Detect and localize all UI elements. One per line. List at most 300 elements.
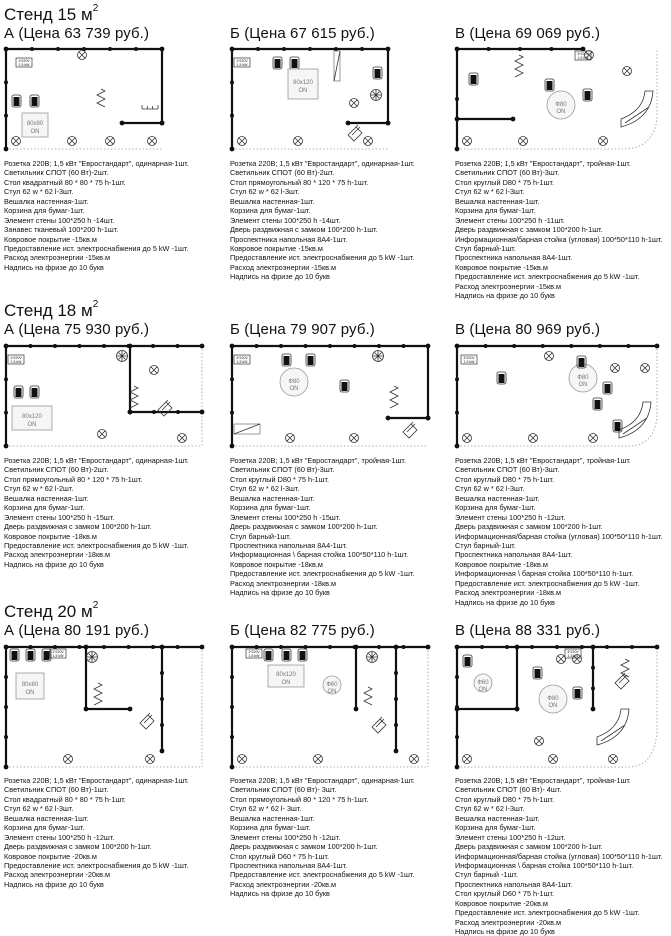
table-size-label: Ф80 (555, 102, 567, 108)
table-size-label: Ф80 (577, 375, 589, 381)
equipment-line: Стол круглый D80 * 75 h-1шт. (230, 474, 330, 484)
wall-node (4, 735, 8, 739)
spotlight-icon (151, 367, 157, 373)
chair-icon (308, 356, 314, 365)
section-heading-18: Стенд 18 $м^2$ (4, 299, 99, 320)
stand-title: Б (Цена 82 775 руб.) (230, 622, 375, 639)
wall-node (102, 344, 106, 348)
floor-plan (2, 643, 224, 773)
wall-node (160, 697, 164, 701)
curtain-icon (94, 683, 102, 705)
wall-node (230, 705, 234, 709)
equipment-line: Стол прямоугольный 80 * 120 * 75 h-1шт. (230, 177, 369, 187)
wall-node (256, 47, 260, 51)
wall-node (328, 344, 332, 348)
socket-label: 1*220V (10, 356, 22, 360)
equipment-line: Стол прямоугольный 80 * 120 * 75 h-1шт. (230, 794, 369, 804)
chair-icon (342, 382, 348, 391)
socket-label: 3*220V (567, 650, 579, 654)
equipment-line: Информационная/барная стойка (угловая) 100*50*110 h-1шт. (455, 851, 663, 861)
equipment-line: Надпись на фризе до 10 букв (230, 272, 330, 282)
spotlight-icon (464, 756, 470, 762)
spotlight-icon (464, 138, 470, 144)
wall-node (279, 645, 283, 649)
equipment-line: Розетка 220В; 1,5 кВт "Евростандарт", тройная-1шт. (455, 776, 631, 785)
equipment-list (455, 456, 662, 607)
spotlight-icon (546, 353, 552, 359)
spotlight-icon (13, 138, 19, 144)
wall-node (591, 666, 595, 670)
wall-node (360, 47, 364, 51)
equipment-line: Стол круглый D80 * 75 h-1шт. (455, 177, 555, 187)
wall-node (386, 121, 391, 126)
equipment-line: Расход электроэнергии -15кв.м (4, 253, 111, 263)
bar-counter-icon (619, 402, 651, 438)
equipment-line: Розетка 220В; 1,5 кВт "Евростандарт", тройная-1шт. (455, 456, 631, 465)
equipment-line: Элемент стены 100*250 h -12шт. (455, 832, 566, 842)
equipment-line: Надпись на фризе до 10 букв (455, 927, 555, 936)
equipment-line: Проспектника напольная 8А4-1шт. (230, 234, 348, 244)
wall-node (255, 344, 259, 348)
socket-label: 1,5 kW (577, 56, 589, 60)
socket-label: 1,5 kW (18, 63, 30, 67)
wall-node (230, 47, 235, 52)
equipment-line: Стул 62 w * 62 l-2шт. (4, 484, 74, 494)
socket-label: 1,5 kW (236, 360, 248, 364)
wall-node (455, 735, 459, 739)
equipment-line: Светильник СПОТ (60 Вт)-3шт. (455, 465, 560, 475)
spotlight-icon (179, 435, 185, 441)
equipment-line: Ковровое покрытие -20кв.м (4, 851, 97, 861)
table-size-label: Ф80 (547, 696, 559, 702)
wall-node (176, 410, 180, 414)
equipment-line: Светильник СПОТ (60 Вт)-2шт. (230, 168, 335, 178)
spotlight-icon (351, 100, 357, 106)
wall-node (591, 686, 595, 690)
wall-node (30, 47, 34, 51)
equipment-line: Розетка 220В; 1,5 кВт "Евростандарт", одинарная-1шт. (4, 456, 189, 465)
stand-title: В (Цена 88 331 руб.) (455, 622, 601, 639)
wall-node (200, 344, 205, 349)
spotlight-icon (239, 138, 245, 144)
wall-node (78, 645, 82, 649)
wall-node (29, 645, 33, 649)
stand-title: А (Цена 75 930 руб.) (4, 321, 150, 338)
equipment-line: Светильник СПОТ (60 Вт)-1шт. (4, 785, 109, 795)
equipment-line: Элемент стены 100*250 h -12шт. (230, 832, 341, 842)
chair-icon (615, 422, 621, 431)
wall-node (394, 671, 398, 675)
equipment-line: Розетка 220В; 1,5 кВт "Евростандарт", тройная-1шт. (230, 456, 406, 465)
wall-node (530, 645, 534, 649)
wall-node (4, 80, 8, 84)
wall-node (386, 416, 391, 421)
wall-node (515, 645, 520, 650)
section-heading-20: Стенд 20 $м^2$ (4, 600, 99, 621)
wall-node (598, 344, 602, 348)
equipment-line: Дверь раздвижная с замком 100*200 h-1шт. (230, 522, 378, 532)
chair-icon (575, 689, 581, 698)
wall-node (78, 344, 82, 348)
equipment-line: Элемент стены 100*250 h -14шт. (230, 215, 341, 225)
wall-node (230, 444, 235, 449)
wall-node (128, 410, 133, 415)
equipment-line: Предоставление ист. электроснабжения до 5 kW -1шт. (455, 908, 640, 918)
equipment-line: Стул 62 w * 62 l-3шт. (455, 804, 525, 814)
wall-node (591, 645, 596, 650)
equipment-line: Информационная \ барная стойка 100*50*110 h-1шт. (455, 860, 634, 870)
equipment-line: Стул 62 w * 62 l-3шт. (455, 484, 525, 494)
equipment-list (230, 776, 415, 899)
table-label: ON (478, 687, 488, 693)
wall-node (160, 671, 164, 675)
equipment-line: Элемент стены 100*250 h -12шт. (4, 832, 115, 842)
equipment-line: Корзина для бумаг-1шт. (230, 503, 311, 513)
equipment-line: Надпись на фризе до 10 букв (230, 889, 330, 899)
wall-node (4, 47, 9, 52)
door-icon (234, 424, 260, 434)
wall-node (200, 410, 205, 415)
equipment-line: Элемент стены 100*250 h -15шт. (230, 512, 341, 522)
wall-node (455, 444, 460, 449)
wall-node (402, 344, 406, 348)
wall-node (377, 645, 381, 649)
spotlight-icon (69, 138, 75, 144)
wall-node (377, 344, 381, 348)
equipment-list (455, 776, 662, 936)
brochure-stand-icon (158, 400, 172, 416)
hanger-icon (117, 351, 127, 361)
equipment-line: Информационная \ барная стойка 100*50*110 h-1шт. (230, 550, 409, 560)
wall-node (518, 47, 522, 51)
wall-node (4, 765, 9, 770)
equipment-line: Надпись на фризе до 10 букв (455, 291, 555, 301)
equipment-line: Надпись на фризе до 10 букв (455, 597, 555, 607)
wall-node (176, 645, 180, 649)
equipment-line: Расход электроэнергии -15кв.м (455, 281, 562, 291)
chair-icon (292, 59, 298, 68)
socket-label: 1,5 kW (248, 654, 260, 658)
socket-label: 1*220V (248, 650, 260, 654)
wall-node (134, 47, 138, 51)
wall-node (4, 705, 8, 709)
equipment-line: Стол квадратный 80 * 80 * 75 h-1шт. (4, 794, 126, 804)
spotlight-icon (624, 68, 630, 74)
equipment-line: Стул 62 w * 62 l-3шт. (455, 187, 525, 197)
equipment-line: Стул 62 w * 62 l-3шт. (4, 187, 74, 197)
chair-icon (32, 388, 38, 397)
equipment-line: Ковровое покрытие -18кв.м (4, 531, 97, 541)
equipment-line: Расход электроэнергии -15кв.м (230, 262, 337, 272)
wall-node (455, 117, 460, 122)
wall-node (151, 344, 155, 348)
wall-node (455, 645, 460, 650)
socket-label: 1,5 kW (567, 654, 579, 658)
equipment-line: Дверь раздвижная с замком 100*200 h-1шт. (455, 842, 603, 852)
spotlight-icon (315, 756, 321, 762)
spotlight-icon (65, 756, 71, 762)
equipment-line: Проспектника напольная 8А4-1шт. (230, 860, 348, 870)
floor-plan (2, 45, 224, 155)
equipment-line: Предоставление ист. электроснабжения до 5 kW -1шт. (230, 253, 415, 263)
chair-icon (284, 651, 290, 660)
chair-icon (579, 358, 585, 367)
socket-label: 1,5 kW (52, 654, 64, 658)
equipment-line: Информационная/барная стойка (угловая) 100*50*110 h-1шт. (455, 531, 663, 541)
equipment-line: Корзина для бумаг-1шт. (455, 206, 536, 216)
equipment-line: Предоставление ист. электроснабжения до 5 kW -1шт. (455, 578, 640, 588)
spotlight-icon (99, 431, 105, 437)
equipment-line: Корзина для бумаг-1шт. (230, 206, 311, 216)
socket-label: 1*220V (52, 650, 64, 654)
equipment-line: Вешалка настенная-1шт. (230, 813, 315, 823)
equipment-line: Предоставление ист. электроснабжения до 5 kW -1шт. (230, 870, 415, 880)
equipment-line: Стул барный-1шт. (455, 540, 516, 550)
wall-node (455, 377, 459, 381)
door-icon (334, 51, 340, 81)
equipment-line: Расход электроэнергии -20кв.м (4, 870, 111, 880)
equipment-line: Элемент стены 100*250 h -11шт. (455, 215, 565, 225)
equipment-line: Стул барный -1шт. (455, 870, 518, 880)
wall-node (512, 344, 516, 348)
wall-node (455, 97, 459, 101)
equipment-line: Предоставление ист. электроснабжения до 5 kW -1шт. (230, 569, 415, 579)
table-size-label: Ф60 (326, 682, 338, 688)
wall-node (4, 444, 9, 449)
wall-node (230, 735, 234, 739)
wall-node (455, 707, 460, 712)
table-label: ON (548, 703, 558, 709)
spotlight-icon (107, 138, 113, 144)
socket-label: 3*220V (236, 356, 248, 360)
wall-node (160, 645, 165, 650)
equipment-line: Предоставление ист. электроснабжения до 5 kW -1шт. (4, 860, 189, 870)
equipment-line: Вешалка настенная-1шт. (230, 196, 315, 206)
floor-plan (453, 643, 671, 773)
wall-node (84, 707, 89, 712)
chair-icon (14, 97, 20, 106)
equipment-line: Розетка 220В; 1,5 кВт "Евростандарт", одинарная-1шт. (4, 159, 189, 168)
equipment-line: Вешалка настенная-1шт. (4, 493, 89, 503)
wall-node (655, 645, 660, 650)
equipment-line: Вешалка настенная-1шт. (455, 493, 540, 503)
wall-node (455, 147, 460, 152)
equipment-line: Розетка 220В; 1,5 кВт "Евростандарт", тройная-1шт. (455, 159, 631, 168)
section-heading-15: Стенд 15 $м^2$ (4, 3, 99, 24)
wall-node (230, 645, 235, 650)
wall-node (230, 80, 234, 84)
equipment-line: Проспектника напольная 8А4-1шт. (455, 253, 573, 263)
equipment-line: Ковровое покрытие -18кв.м (455, 559, 548, 569)
wall-node (128, 707, 133, 712)
wall-node (480, 645, 484, 649)
wall-node (128, 344, 133, 349)
stand-title: В (Цена 80 969 руб.) (455, 321, 601, 338)
curtain-icon (364, 687, 372, 705)
wall-node (655, 344, 660, 349)
table-size-label: 80х120 (276, 672, 296, 678)
wall-node (354, 645, 359, 650)
table-label: ON (556, 109, 566, 115)
equipment-line: Элемент стены 100*250 h -14шт. (4, 215, 115, 225)
wall-node (394, 697, 398, 701)
wall-node (386, 47, 391, 52)
chair-icon (535, 669, 541, 678)
shelf-icon (142, 105, 158, 109)
hanger-icon (371, 90, 381, 100)
equipment-line: Вешалка настенная-1шт. (230, 493, 315, 503)
equipment-line: Ковровое покрытие -20кв.м (455, 898, 548, 908)
table-label: ON (578, 382, 588, 388)
spotlight-icon (610, 756, 616, 762)
spotlight-icon (642, 365, 648, 371)
equipment-line: Корзина для бумаг-1шт. (455, 823, 536, 833)
chair-icon (300, 651, 306, 660)
equipment-line: Стул 62 w * 62 l-3шт. (4, 804, 74, 814)
spotlight-icon (295, 138, 301, 144)
wall (232, 647, 428, 767)
wall-node (4, 675, 8, 679)
wall-node (53, 645, 57, 649)
equipment-line: Предоставление ист. электроснабжения до 5 kW -1шт. (4, 243, 189, 253)
table-size-label: 80х120 (293, 80, 313, 86)
table-label: ON (327, 689, 337, 695)
wall-node (505, 645, 509, 649)
equipment-line: Стул барный-1шт. (455, 243, 516, 253)
wall-node (541, 344, 545, 348)
table-size-label: 80х80 (21, 682, 39, 688)
wall-node (569, 344, 573, 348)
wall-node (455, 675, 459, 679)
equipment-line: Корзина для бумаг-1шт. (455, 503, 536, 513)
chair-icon (375, 69, 381, 78)
chair-icon (32, 97, 38, 106)
wall-node (346, 121, 351, 126)
spotlight-icon (530, 435, 536, 441)
equipment-list (230, 159, 415, 282)
spotlight-icon (590, 435, 596, 441)
wall-node (160, 723, 164, 727)
curtain-icon (621, 659, 629, 677)
bar-counter-icon (597, 709, 629, 745)
stand-title: А (Цена 63 739 руб.) (4, 25, 150, 42)
wall-node (108, 47, 112, 51)
chair-icon (499, 374, 505, 383)
bar-counter-icon (621, 91, 653, 127)
equipment-line: Ковровое покрытие -15кв.м (230, 243, 323, 253)
wall-node (426, 645, 431, 650)
wall-node (230, 344, 235, 349)
wall-node (230, 675, 234, 679)
wall-node (200, 645, 205, 650)
wall-node (511, 117, 516, 122)
equipment-line: Стул 62 w * 62 l-3шт. (230, 484, 300, 494)
wall-node (176, 344, 180, 348)
spotlight-icon (411, 756, 417, 762)
equipment-line: Ковровое покрытие -18кв.м (230, 559, 323, 569)
wall-node (84, 645, 89, 650)
hanger-icon (373, 351, 383, 361)
equipment-line: Стол круглый D80 * 75 h-1шт. (455, 474, 555, 484)
wall-node (160, 121, 165, 126)
equipment-line: Расход электроэнергии -20кв.м (455, 917, 562, 927)
chair-icon (471, 75, 477, 84)
chair-icon (12, 651, 18, 660)
chair-icon (28, 651, 34, 660)
wall-node (282, 47, 286, 51)
wall-node (160, 47, 165, 52)
equipment-line: Дверь раздвижная с замком 100*200 h-1шт. (4, 842, 152, 852)
equipment-line: Корзина для бумаг-1шт. (4, 503, 85, 513)
equipment-line: Информационная/барная стойка (угловая) 100*50*110 h-1шт. (455, 234, 663, 244)
spotlight-icon (239, 756, 245, 762)
floor-plan (453, 45, 671, 155)
equipment-line: Розетка 220В; 1,5 кВт "Евростандарт", одинарная-1шт. (4, 776, 189, 785)
spotlight-icon (558, 656, 564, 662)
wall-node (230, 147, 235, 152)
equipment-line: Стол прямоугольный 80 * 120 * 75 h-1шт. (4, 474, 143, 484)
equipment-line: Дверь раздвижная с замком 100*200 h-1шт. (230, 842, 378, 852)
curtain-icon (130, 386, 138, 408)
spotlight-icon (612, 365, 618, 371)
equipment-list (4, 159, 189, 272)
spotlight-icon (149, 138, 155, 144)
table-label: ON (27, 422, 37, 428)
table-size-label: 80х120 (22, 414, 42, 420)
equipment-line: Корзина для бумаг-1шт. (4, 206, 85, 216)
socket-label: 1,5 kW (236, 63, 248, 67)
wall-node (152, 410, 156, 414)
wall-node (394, 723, 398, 727)
socket-label: 3*220V (577, 52, 589, 56)
wall-node (4, 377, 8, 381)
wall-node (151, 645, 155, 649)
stand-boundary (232, 647, 428, 767)
socket-label: 1,5 kW (463, 360, 475, 364)
wall-node (515, 707, 520, 712)
chair-icon (465, 657, 471, 666)
wall-node (487, 47, 491, 51)
wall-node (354, 707, 359, 712)
wall-node (230, 377, 234, 381)
stand-boundary (6, 647, 202, 767)
chair-icon (16, 388, 22, 397)
wall-node (102, 645, 106, 649)
socket-label: 3*220V (463, 356, 475, 360)
wall-node (255, 645, 259, 649)
stand-title: А (Цена 80 191 руб.) (4, 622, 150, 639)
equipment-list (230, 456, 414, 598)
wall-node (4, 114, 8, 118)
wall-node (630, 645, 634, 649)
chair-icon (266, 651, 272, 660)
equipment-line: Надпись на фризе до 10 букв (230, 588, 330, 598)
table-size-label: 80х80 (26, 121, 44, 127)
brochure-stand-icon (403, 422, 417, 438)
equipment-line: Светильник СПОТ (60 Вт)-3шт. (230, 465, 335, 475)
wall-node (53, 344, 57, 348)
wall-node (230, 411, 234, 415)
table-size-label: Ф80 (288, 379, 300, 385)
wall-node (455, 344, 460, 349)
wall-node (455, 765, 460, 770)
wall-node (484, 344, 488, 348)
wall-node (279, 344, 283, 348)
equipment-line: Светильник СПОТ (60 Вт)-3шт. (455, 168, 560, 178)
wall-node (230, 765, 235, 770)
wall (6, 647, 202, 767)
equipment-line: Расход электроэнергии -20кв.м (230, 879, 337, 889)
